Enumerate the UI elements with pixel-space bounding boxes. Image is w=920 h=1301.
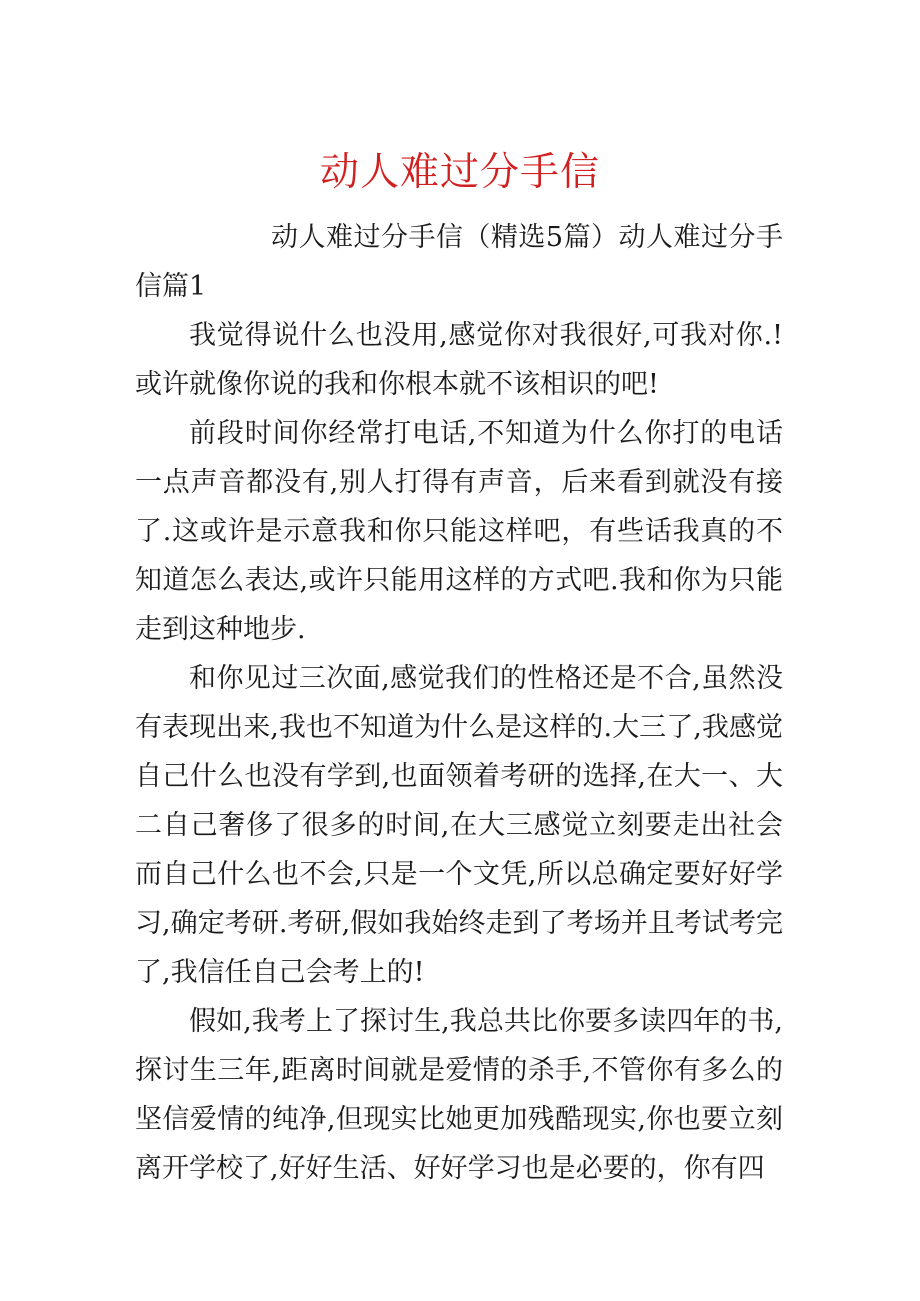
document-title: 动人难过分手信 — [319, 150, 600, 195]
paragraph: 我觉得说什么也没用,感觉你对我很好,可我对你.!或许就像你说的我和你根本就不该相识的吧! — [135, 320, 783, 400]
document-subtitle: 动人难过分手信（精选5篇）动人难过分手信篇1 — [135, 222, 783, 302]
document-body — [135, 213, 783, 1193]
paragraph: 前段时间你经常打电话,不知道为什么你打的电话一点声音都没有,别人打得有声音，后来看到就没有接了.这或许是示意我和你只能这样吧，有些话我真的不知道怎么表达,或许只能用这样的方式吧.我和你为只能走到这种地步. — [135, 418, 783, 645]
paragraph: 和你见过三次面,感觉我们的性格还是不合,虽然没有表现出来,我也不知道为什么是这样的.大三了,我感觉自己什么也没有学到,也面领着考研的选择,在大一、大二自己奢侈了很多的时间,在大三感觉立刻要走出社会而自己什么也不会,只是一个文凭,所以总确定要好好学习,确定考研.考研,假如我始终走到了考场并且考试考完了,我信任自己会考上的! — [135, 663, 783, 988]
paragraph: 假如,我考上了探讨生,我总共比你要多读四年的书,探讨生三年,距离时间就是爱情的杀手,不管你有多么的坚信爱情的纯净,但现实比她更加残酷现实,你也要立刻离开学校了,好好生活、好好学习也是必要的，你有四 — [135, 1006, 783, 1184]
